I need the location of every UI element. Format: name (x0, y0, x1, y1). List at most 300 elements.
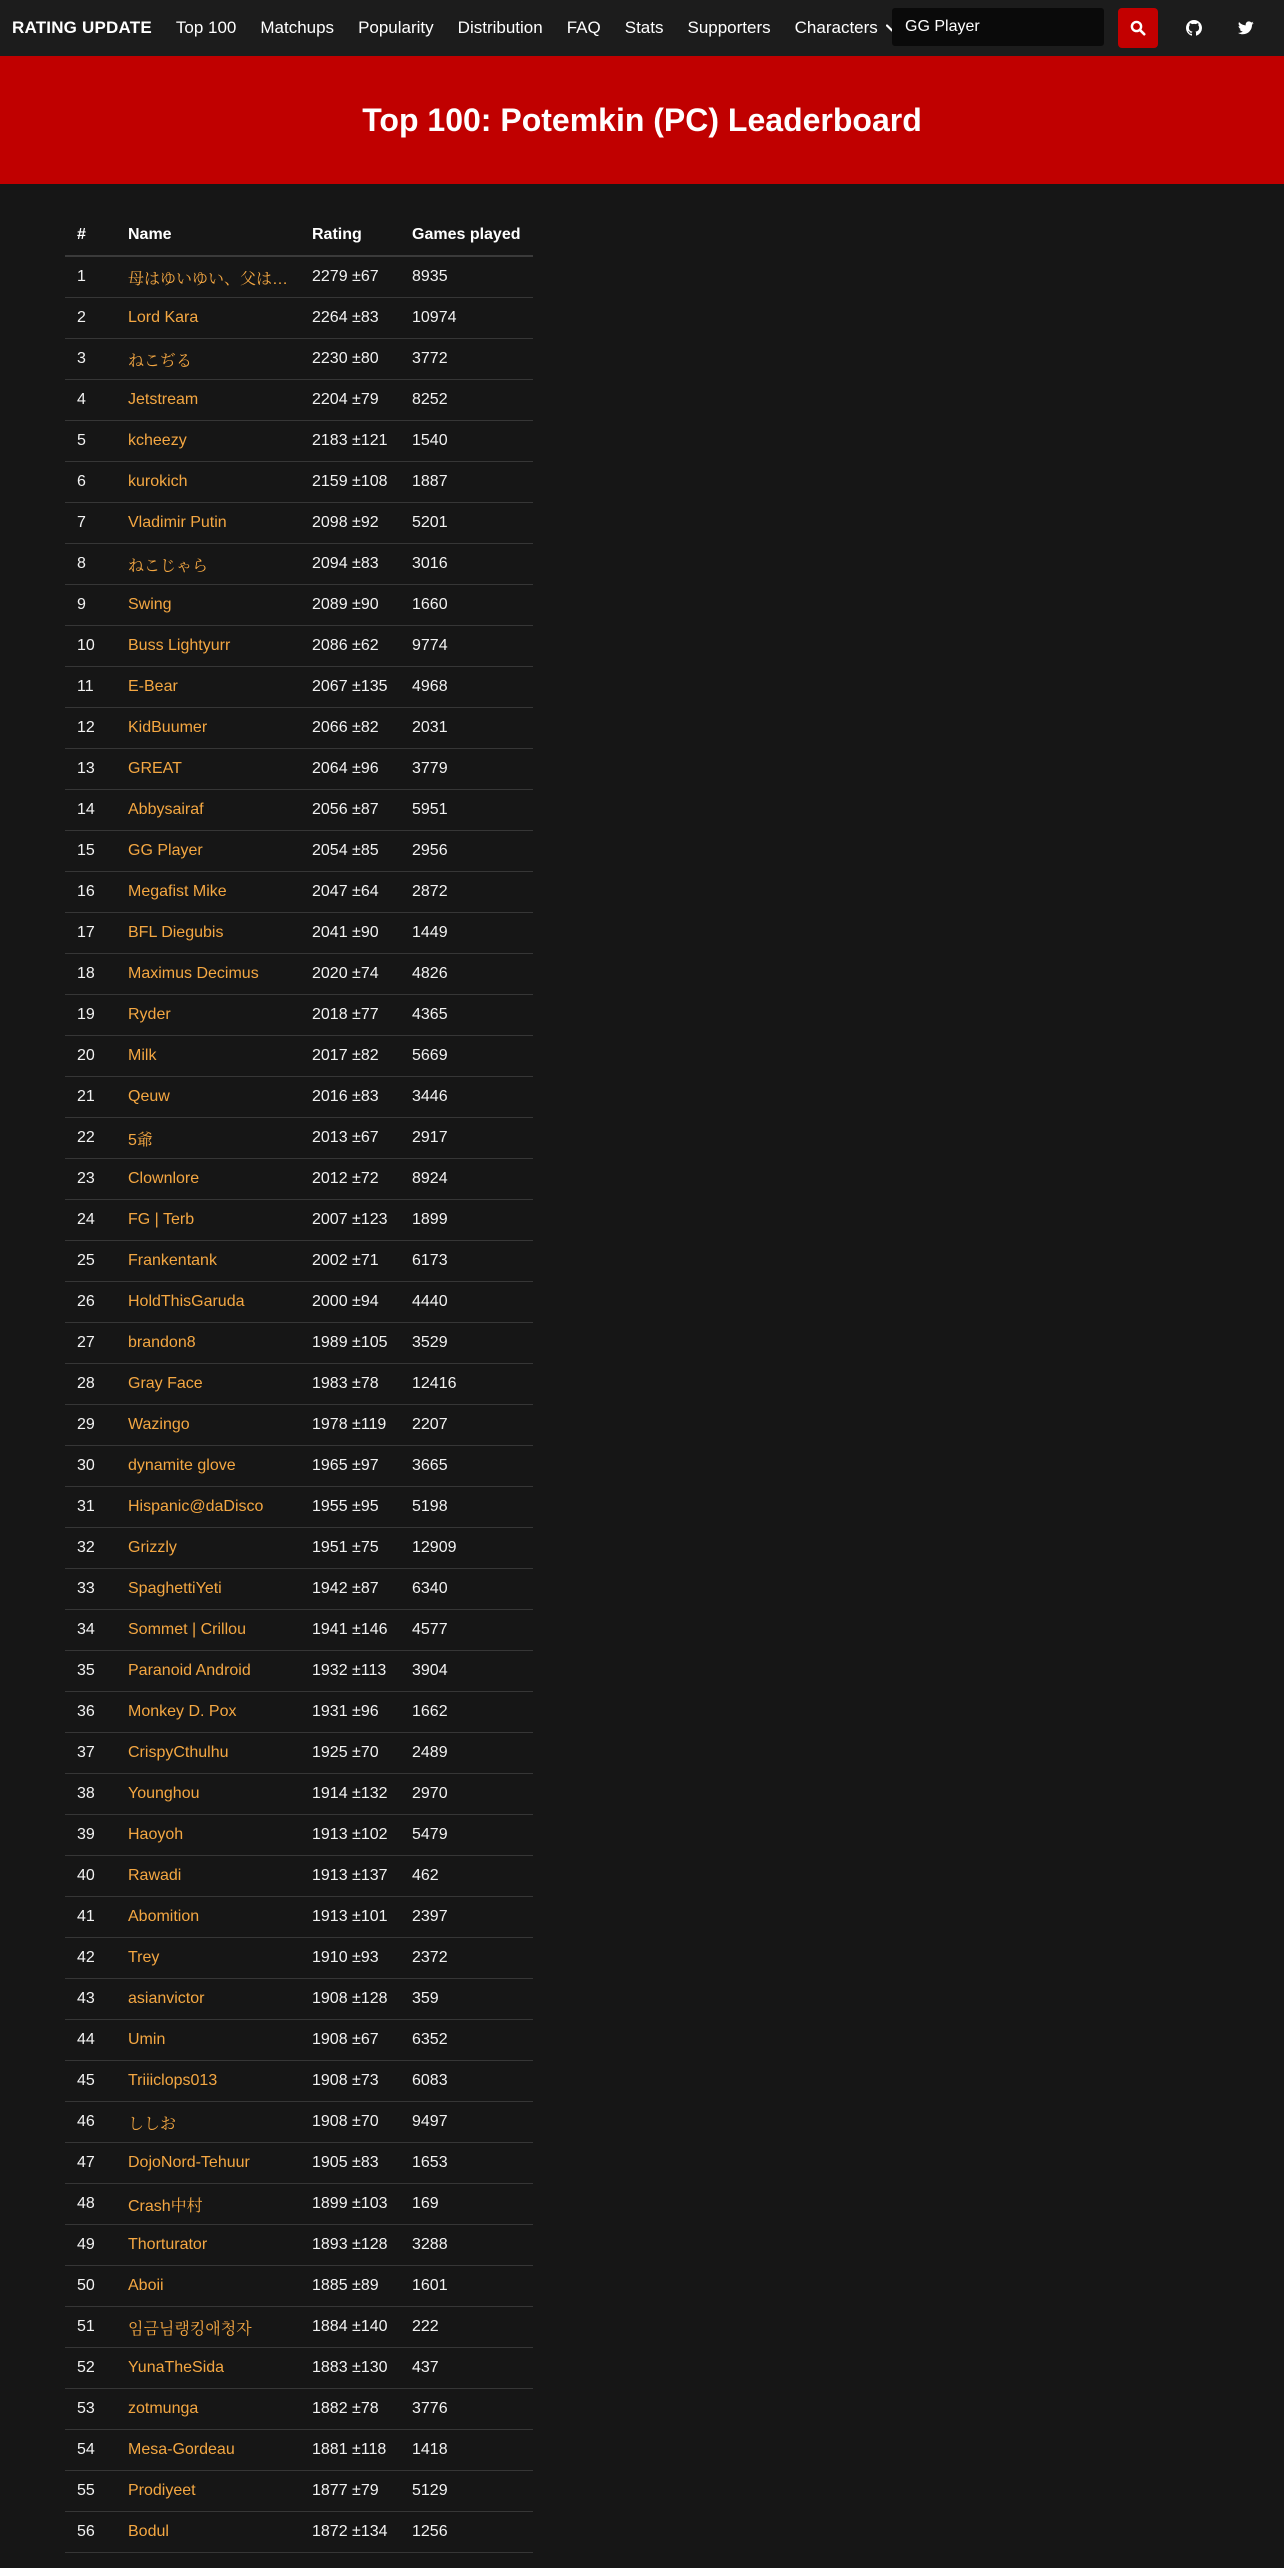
player-name-link[interactable]: Haoyoh (128, 1826, 184, 1843)
player-name-cell (116, 1938, 300, 1979)
player-name-cell (116, 1077, 300, 1118)
table-row (65, 1200, 533, 1241)
table-row (65, 913, 533, 954)
player-name-cell (116, 1200, 300, 1241)
games-played-cell: 4577 (400, 1610, 533, 1651)
rank-cell: 45 (65, 2061, 116, 2102)
player-name-link[interactable]: E-Bear (128, 678, 178, 695)
player-name-cell (116, 1159, 300, 1200)
games-played-cell: 4968 (400, 667, 533, 708)
player-name-link[interactable]: Milk (128, 1047, 157, 1064)
player-name-cell (116, 1979, 300, 2020)
player-name-link[interactable]: Umin (128, 2031, 166, 2048)
player-name-cell (116, 1528, 300, 1569)
rating-cell: 1877 ±79 (300, 2471, 400, 2512)
search-button[interactable] (1118, 8, 1158, 48)
player-name-link[interactable]: Megafist Mike (128, 883, 227, 900)
table-row (65, 2389, 533, 2430)
rank-cell: 13 (65, 749, 116, 790)
player-name-link[interactable]: Hispanic@daDisco (128, 1498, 264, 1515)
nav-link-top-100[interactable]: Top 100 (175, 18, 237, 37)
table-row (65, 1815, 533, 1856)
rating-cell: 1899 ±103 (300, 2184, 400, 2225)
table-row (65, 749, 533, 790)
table-row (65, 1077, 533, 1118)
rating-cell: 1925 ±70 (300, 1733, 400, 1774)
rating-cell: 1908 ±70 (300, 2102, 400, 2143)
rank-cell: 17 (65, 913, 116, 954)
player-name-cell (116, 1446, 300, 1487)
rating-cell: 1932 ±113 (300, 1651, 400, 1692)
rank-cell: 21 (65, 1077, 116, 1118)
player-name-link[interactable]: Abomition (128, 1908, 200, 1925)
rank-cell: 3 (65, 339, 116, 380)
table-row (65, 1323, 533, 1364)
rank-cell: 11 (65, 667, 116, 708)
player-name-cell (116, 2102, 300, 2143)
player-name-cell (116, 1569, 300, 1610)
player-name-cell (116, 421, 300, 462)
player-search-input[interactable] (892, 8, 1104, 46)
player-name-cell (116, 2389, 300, 2430)
rating-cell: 2183 ±121 (300, 421, 400, 462)
rating-cell: 2016 ±83 (300, 1077, 400, 1118)
rating-cell: 2000 ±94 (300, 1282, 400, 1323)
player-name-link[interactable]: brandon8 (128, 1334, 196, 1351)
player-name-link[interactable]: GG Player (128, 842, 203, 859)
rating-cell: 2204 ±79 (300, 380, 400, 421)
player-name-link[interactable]: Vladimir Putin (128, 514, 227, 531)
player-name-cell (116, 1323, 300, 1364)
rank-cell: 47 (65, 2143, 116, 2184)
column-header-name: Name (116, 215, 300, 256)
player-name-link[interactable]: Swing (128, 596, 172, 613)
player-name-cell (116, 626, 300, 667)
table-row (65, 421, 533, 462)
table-row (65, 1856, 533, 1897)
games-played-cell: 5201 (400, 503, 533, 544)
player-name-cell (116, 544, 300, 585)
rating-cell: 1905 ±83 (300, 2143, 400, 2184)
player-name-link[interactable]: Grizzly (128, 1539, 177, 1556)
rank-cell: 55 (65, 2471, 116, 2512)
table-row (65, 1364, 533, 1405)
player-name-link[interactable]: CrispyCthulhu (128, 1744, 229, 1761)
table-row (65, 872, 533, 913)
table-row (65, 1610, 533, 1651)
games-played-cell: 2031 (400, 708, 533, 749)
games-played-cell: 12909 (400, 1528, 533, 1569)
rank-cell: 8 (65, 544, 116, 585)
table-row (65, 2430, 533, 2471)
games-played-cell: 3776 (400, 2389, 533, 2430)
rank-cell: 37 (65, 1733, 116, 1774)
rank-cell: 56 (65, 2512, 116, 2553)
rank-cell: 36 (65, 1692, 116, 1733)
rank-cell: 23 (65, 1159, 116, 1200)
player-name-cell (116, 1774, 300, 1815)
table-row (65, 1651, 533, 1692)
rank-cell: 53 (65, 2389, 116, 2430)
table-row (65, 708, 533, 749)
rank-cell: 14 (65, 790, 116, 831)
rating-cell: 2230 ±80 (300, 339, 400, 380)
rank-cell: 32 (65, 1528, 116, 1569)
table-row (65, 1487, 533, 1528)
rating-cell: 1955 ±95 (300, 1487, 400, 1528)
games-played-cell: 5669 (400, 1036, 533, 1077)
games-played-cell: 3529 (400, 1323, 533, 1364)
games-played-cell: 6083 (400, 2061, 533, 2102)
rank-cell: 43 (65, 1979, 116, 2020)
table-row (65, 1036, 533, 1077)
player-name-cell (116, 2512, 300, 2553)
rank-cell: 41 (65, 1897, 116, 1938)
table-row (65, 2348, 533, 2389)
player-name-link[interactable]: 임금님랭킹애청자 (128, 2320, 252, 2338)
rating-cell: 2012 ±72 (300, 1159, 400, 1200)
rating-cell: 2094 ±83 (300, 544, 400, 585)
player-name-cell (116, 1733, 300, 1774)
player-name-link[interactable]: kcheezy (128, 432, 187, 449)
rank-cell: 52 (65, 2348, 116, 2389)
rank-cell: 49 (65, 2225, 116, 2266)
rating-cell: 2047 ±64 (300, 872, 400, 913)
player-name-link[interactable]: ししお (128, 2115, 177, 2133)
twitter-link[interactable] (1232, 14, 1260, 42)
player-name-link[interactable]: Jetstream (128, 391, 199, 408)
games-played-cell: 3904 (400, 1651, 533, 1692)
page-title: Top 100: Potemkin (PC) Leaderboard (362, 101, 922, 138)
nav-link-matchups[interactable]: Matchups (260, 18, 335, 37)
games-played-cell: 3446 (400, 1077, 533, 1118)
player-name-cell (116, 339, 300, 380)
games-played-cell: 4365 (400, 995, 533, 1036)
rank-cell: 28 (65, 1364, 116, 1405)
player-name-cell (116, 2061, 300, 2102)
player-name-link[interactable]: Abbysairaf (128, 801, 204, 818)
table-row (65, 462, 533, 503)
player-name-link[interactable]: zotmunga (128, 2400, 199, 2417)
nav-link-distribution[interactable]: Distribution (457, 18, 543, 37)
player-name-cell (116, 954, 300, 995)
rating-cell: 2056 ±87 (300, 790, 400, 831)
player-name-link[interactable]: DojoNord-Tehuur (128, 2154, 250, 2171)
table-row (65, 503, 533, 544)
rank-cell: 31 (65, 1487, 116, 1528)
player-name-cell (116, 2143, 300, 2184)
player-name-link[interactable]: ねこじゃら (128, 557, 209, 575)
player-name-cell (116, 1815, 300, 1856)
table-row (65, 2512, 533, 2553)
games-played-cell: 5198 (400, 1487, 533, 1528)
rating-cell: 2054 ±85 (300, 831, 400, 872)
player-name-link[interactable]: Prodiyeet (128, 2482, 196, 2499)
rating-cell: 2089 ±90 (300, 585, 400, 626)
column-header-games-played: Games played (400, 215, 533, 256)
rank-cell: 54 (65, 2430, 116, 2471)
player-name-link[interactable]: KidBuumer (128, 719, 208, 736)
rank-cell: 34 (65, 1610, 116, 1651)
rank-cell: 24 (65, 1200, 116, 1241)
table-row (65, 380, 533, 421)
table-row (65, 790, 533, 831)
rating-cell: 1978 ±119 (300, 1405, 400, 1446)
table-row (65, 1528, 533, 1569)
table-row (65, 2102, 533, 2143)
rank-cell: 33 (65, 1569, 116, 1610)
player-name-cell (116, 2348, 300, 2389)
nav-link-faq[interactable]: FAQ (566, 18, 601, 37)
player-name-cell (116, 1856, 300, 1897)
table-row (65, 1938, 533, 1979)
player-name-link[interactable]: Younghou (128, 1785, 200, 1802)
player-name-cell (116, 256, 300, 298)
rank-cell: 48 (65, 2184, 116, 2225)
player-name-link[interactable]: Aboii (128, 2277, 164, 2294)
games-played-cell: 5479 (400, 1815, 533, 1856)
player-name-link[interactable]: Monkey D. Pox (128, 1703, 237, 1720)
rating-cell: 2098 ±92 (300, 503, 400, 544)
rank-cell: 40 (65, 1856, 116, 1897)
rating-cell: 2064 ±96 (300, 749, 400, 790)
player-name-link[interactable]: BFL Diegubis (128, 924, 224, 941)
player-name-cell (116, 2471, 300, 2512)
table-row (65, 995, 533, 1036)
player-name-link[interactable]: YunaTheSida (128, 2359, 225, 2376)
games-played-cell: 2207 (400, 1405, 533, 1446)
table-row (65, 1118, 533, 1159)
table-row (65, 2266, 533, 2307)
player-name-link[interactable]: Bodul (128, 2523, 169, 2540)
games-played-cell: 1540 (400, 421, 533, 462)
games-played-cell: 4440 (400, 1282, 533, 1323)
table-row (65, 1692, 533, 1733)
rating-cell: 1931 ±96 (300, 1692, 400, 1733)
games-played-cell: 8935 (400, 256, 533, 298)
player-name-cell (116, 1282, 300, 1323)
github-icon (1186, 20, 1202, 36)
games-played-cell: 2397 (400, 1897, 533, 1938)
games-played-cell: 1601 (400, 2266, 533, 2307)
top-navbar (0, 0, 1284, 56)
player-name-cell (116, 995, 300, 1036)
player-name-link[interactable]: Buss Lightyurr (128, 637, 231, 654)
rank-cell: 25 (65, 1241, 116, 1282)
rating-cell: 1951 ±75 (300, 1528, 400, 1569)
games-played-cell: 10974 (400, 298, 533, 339)
games-played-cell: 1256 (400, 2512, 533, 2553)
games-played-cell: 1653 (400, 2143, 533, 2184)
games-played-cell: 3016 (400, 544, 533, 585)
player-name-cell (116, 1118, 300, 1159)
leaderboard-table (65, 215, 533, 2553)
rank-cell: 26 (65, 1282, 116, 1323)
player-name-link[interactable]: ねこぢる (128, 352, 193, 370)
games-played-cell: 2372 (400, 1938, 533, 1979)
rating-cell: 2017 ±82 (300, 1036, 400, 1077)
rank-cell: 35 (65, 1651, 116, 1692)
player-name-link[interactable]: HoldThisGaruda (128, 1293, 245, 1310)
player-name-link[interactable]: Ryder (128, 1006, 171, 1023)
rating-cell: 1882 ±78 (300, 2389, 400, 2430)
player-name-link[interactable]: Gray Face (128, 1375, 203, 1392)
player-name-link[interactable]: Sommet | Crillou (128, 1621, 246, 1638)
rating-cell: 1913 ±102 (300, 1815, 400, 1856)
player-name-link[interactable]: asianvictor (128, 1990, 205, 2007)
player-name-cell (116, 2266, 300, 2307)
rating-cell: 1910 ±93 (300, 1938, 400, 1979)
games-played-cell: 2917 (400, 1118, 533, 1159)
player-name-link[interactable]: GREAT (128, 760, 182, 777)
player-name-link[interactable]: Mesa-Gordeau (128, 2441, 235, 2458)
player-name-link[interactable]: Thorturator (128, 2236, 208, 2253)
rating-cell: 2020 ±74 (300, 954, 400, 995)
player-name-link[interactable]: Wazingo (128, 1416, 190, 1433)
table-row (65, 1569, 533, 1610)
player-name-link[interactable]: Maximus Decimus (128, 965, 259, 982)
player-name-link[interactable]: 5爺 (128, 1131, 153, 1149)
rank-cell: 51 (65, 2307, 116, 2348)
rating-cell: 2066 ±82 (300, 708, 400, 749)
rating-cell: 2041 ±90 (300, 913, 400, 954)
rating-cell: 2007 ±123 (300, 1200, 400, 1241)
games-played-cell: 437 (400, 2348, 533, 2389)
player-name-link[interactable]: FG | Terb (128, 1211, 195, 1228)
rank-cell: 18 (65, 954, 116, 995)
games-played-cell: 462 (400, 1856, 533, 1897)
brand-logo[interactable]: RATING UPDATE (12, 18, 152, 37)
rating-cell: 1989 ±105 (300, 1323, 400, 1364)
table-row (65, 626, 533, 667)
rank-cell: 29 (65, 1405, 116, 1446)
rank-cell: 30 (65, 1446, 116, 1487)
rating-cell: 1941 ±146 (300, 1610, 400, 1651)
player-name-link[interactable]: Trey (128, 1949, 160, 1966)
rating-cell: 2067 ±135 (300, 667, 400, 708)
rating-cell: 1881 ±118 (300, 2430, 400, 2471)
table-row (65, 1774, 533, 1815)
nav-link-supporters[interactable]: Supporters (687, 18, 771, 37)
rank-cell: 44 (65, 2020, 116, 2061)
rank-cell: 9 (65, 585, 116, 626)
table-row (65, 954, 533, 995)
player-name-cell (116, 1610, 300, 1651)
player-name-link[interactable]: Triiiclops013 (128, 2072, 218, 2089)
table-header-row (65, 215, 533, 256)
games-played-cell: 222 (400, 2307, 533, 2348)
games-played-cell: 3772 (400, 339, 533, 380)
games-played-cell: 8924 (400, 1159, 533, 1200)
player-name-link[interactable]: dynamite glove (128, 1457, 236, 1474)
player-name-cell (116, 831, 300, 872)
rank-cell: 2 (65, 298, 116, 339)
nav-link-stats[interactable]: Stats (624, 18, 664, 37)
games-played-cell: 4826 (400, 954, 533, 995)
rank-cell: 16 (65, 872, 116, 913)
rating-cell: 2279 ±67 (300, 256, 400, 298)
player-name-link[interactable]: SpaghettiYeti (128, 1580, 222, 1597)
player-name-cell (116, 2430, 300, 2471)
games-played-cell: 2489 (400, 1733, 533, 1774)
table-row (65, 2225, 533, 2266)
rank-cell: 19 (65, 995, 116, 1036)
games-played-cell: 1887 (400, 462, 533, 503)
rating-cell: 1908 ±67 (300, 2020, 400, 2061)
player-name-link[interactable]: Lord Kara (128, 309, 199, 326)
rank-cell: 27 (65, 1323, 116, 1364)
player-name-cell (116, 585, 300, 626)
player-name-link[interactable]: Rawadi (128, 1867, 182, 1884)
table-row (65, 2471, 533, 2512)
rank-cell: 12 (65, 708, 116, 749)
column-header-rating: Rating (300, 215, 400, 256)
player-name-cell (116, 462, 300, 503)
table-row (65, 298, 533, 339)
characters-dropdown[interactable] (783, 0, 910, 56)
twitter-icon (1238, 21, 1254, 35)
table-row (65, 1446, 533, 1487)
player-name-cell (116, 1692, 300, 1733)
search-icon (1130, 20, 1146, 36)
player-name-cell (116, 2225, 300, 2266)
rating-cell: 1885 ±89 (300, 2266, 400, 2307)
player-name-link[interactable]: kurokich (128, 473, 188, 490)
games-played-cell: 1899 (400, 1200, 533, 1241)
rank-cell: 20 (65, 1036, 116, 1077)
player-name-cell (116, 1036, 300, 1077)
rating-cell: 1883 ±130 (300, 2348, 400, 2389)
table-row (65, 2020, 533, 2061)
nav-link-popularity[interactable]: Popularity (358, 18, 434, 37)
rating-cell: 1965 ±97 (300, 1446, 400, 1487)
rank-cell: 50 (65, 2266, 116, 2307)
main-content (0, 215, 1284, 2553)
player-name-cell (116, 1651, 300, 1692)
table-row (65, 2307, 533, 2348)
games-played-cell: 12416 (400, 1364, 533, 1405)
games-played-cell: 1418 (400, 2430, 533, 2471)
rank-cell: 7 (65, 503, 116, 544)
table-row (65, 1282, 533, 1323)
player-name-cell (116, 2020, 300, 2061)
rating-cell: 1884 ±140 (300, 2307, 400, 2348)
rating-cell: 1913 ±137 (300, 1856, 400, 1897)
rating-cell: 2013 ±67 (300, 1118, 400, 1159)
games-played-cell: 1660 (400, 585, 533, 626)
table-row (65, 1979, 533, 2020)
rating-cell: 1908 ±128 (300, 1979, 400, 2020)
player-name-link[interactable]: Clownlore (128, 1170, 200, 1187)
player-name-link[interactable]: Frankentank (128, 1252, 217, 1269)
player-name-link[interactable]: Qeuw (128, 1088, 170, 1105)
github-link[interactable] (1180, 14, 1208, 42)
player-name-link[interactable]: Paranoid Android (128, 1662, 251, 1679)
games-played-cell: 3665 (400, 1446, 533, 1487)
rating-cell: 1983 ±78 (300, 1364, 400, 1405)
rank-cell: 22 (65, 1118, 116, 1159)
games-played-cell: 2956 (400, 831, 533, 872)
player-name-link[interactable]: Crash中村 (128, 2197, 203, 2215)
player-name-link[interactable]: 母はゆいゆい、父は… (128, 270, 288, 288)
player-name-cell (116, 503, 300, 544)
table-row (65, 831, 533, 872)
player-name-cell (116, 708, 300, 749)
games-played-cell: 3288 (400, 2225, 533, 2266)
rating-cell: 1872 ±134 (300, 2512, 400, 2553)
table-row (65, 2184, 533, 2225)
games-played-cell: 5951 (400, 790, 533, 831)
